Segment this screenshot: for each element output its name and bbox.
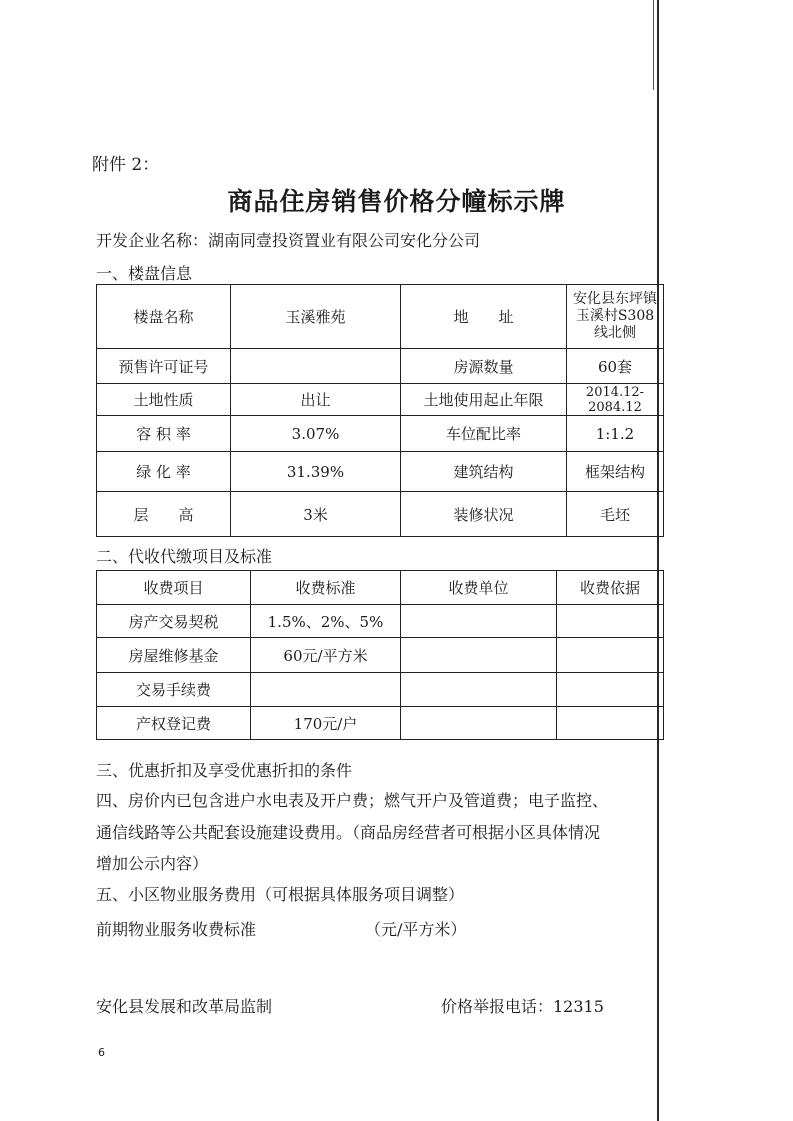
table-cell: 土地性质 (97, 384, 231, 416)
section4-line2: 通信线路等公共配套设施建设费用。（商品房经营者可根据小区具体情况 (96, 823, 601, 842)
table-cell: 框架结构 (567, 452, 664, 492)
scan-edge-line (657, 0, 659, 1121)
property-info-table (96, 284, 664, 537)
table-cell (251, 673, 401, 707)
table-cell (401, 707, 557, 740)
table-cell: 装修状况 (401, 492, 567, 537)
table-row (97, 492, 664, 537)
table-cell (557, 673, 664, 707)
section1-heading: 一、楼盘信息 (96, 264, 193, 283)
table-header-row (97, 571, 664, 605)
table-cell: 产权登记费 (97, 707, 251, 740)
table-cell: 土地使用起止年限 (401, 384, 567, 416)
table-cell: 层 高 (97, 492, 231, 537)
page-title: 商品住房销售价格分幢标示牌 (227, 187, 566, 216)
hotline-label: 价格举报电话：12315 (441, 997, 604, 1016)
table-cell: 建筑结构 (401, 452, 567, 492)
table-cell: 1.5%、2%、5% (251, 605, 401, 638)
page-number: 6 (98, 1046, 105, 1059)
table-cell (401, 605, 557, 638)
table-row (97, 384, 664, 416)
section4-line3: 增加公示内容） (96, 854, 209, 873)
table-cell: 出让 (231, 384, 401, 416)
table-row (97, 673, 664, 707)
column-header: 收费单位 (401, 571, 557, 605)
table-cell: 31.39% (231, 452, 401, 492)
table-cell: 毛坯 (567, 492, 664, 537)
table-row (97, 605, 664, 638)
table-cell (557, 707, 664, 740)
table-cell: 车位配比率 (401, 416, 567, 452)
section5-heading: 五、小区物业服务费用（可根据具体服务项目调整） (96, 885, 465, 904)
table-cell: 房产交易契税 (97, 605, 251, 638)
column-header: 收费标准 (251, 571, 401, 605)
table-cell: 房源数量 (401, 349, 567, 384)
annex-label: 附件 2： (92, 155, 160, 175)
table-row (97, 416, 664, 452)
table-cell (557, 605, 664, 638)
table-cell: 地 址 (401, 285, 567, 349)
table-cell: 交易手续费 (97, 673, 251, 707)
table-cell: 预售许可证号 (97, 349, 231, 384)
address-cell: 安化县东坪镇玉溪村S308线北侧 (567, 285, 664, 349)
table-cell (401, 673, 557, 707)
table-cell: 2014.12-2084.12 (567, 384, 664, 416)
scan-edge-line-top (653, 0, 654, 90)
property-fee-unit: （元/平方米） (365, 920, 467, 939)
table-row (97, 452, 664, 492)
column-header: 收费依据 (557, 571, 664, 605)
section4-line1: 四、房价内已包含进户水电表及开户费；燃气开户及管道费；电子监控、 (96, 791, 609, 810)
table-cell (557, 638, 664, 673)
table-cell: 170元/户 (251, 707, 401, 740)
supervisor-label: 安化县发展和改革局监制 (96, 997, 273, 1016)
table-cell: 玉溪雅苑 (231, 285, 401, 349)
table-cell: 房屋维修基金 (97, 638, 251, 673)
property-fee-label: 前期物业服务收费标准 (96, 920, 257, 939)
fees-table (96, 570, 664, 740)
table-cell (231, 349, 401, 384)
table-cell: 60套 (567, 349, 664, 384)
section3-heading: 三、优惠折扣及享受优惠折扣的条件 (96, 761, 353, 780)
table-cell: 绿 化 率 (97, 452, 231, 492)
table-cell: 楼盘名称 (97, 285, 231, 349)
table-cell: 60元/平方米 (251, 638, 401, 673)
table-cell: 容 积 率 (97, 416, 231, 452)
table-cell: 3米 (231, 492, 401, 537)
table-cell (401, 638, 557, 673)
table-row (97, 349, 664, 384)
table-row (97, 707, 664, 740)
developer-name: 开发企业名称：湖南同壹投资置业有限公司安化分公司 (96, 231, 481, 250)
table-row (97, 285, 664, 349)
table-cell: 3.07% (231, 416, 401, 452)
table-cell: 1:1.2 (567, 416, 664, 452)
column-header: 收费项目 (97, 571, 251, 605)
section2-heading: 二、代收代缴项目及标准 (96, 547, 273, 566)
table-row (97, 638, 664, 673)
